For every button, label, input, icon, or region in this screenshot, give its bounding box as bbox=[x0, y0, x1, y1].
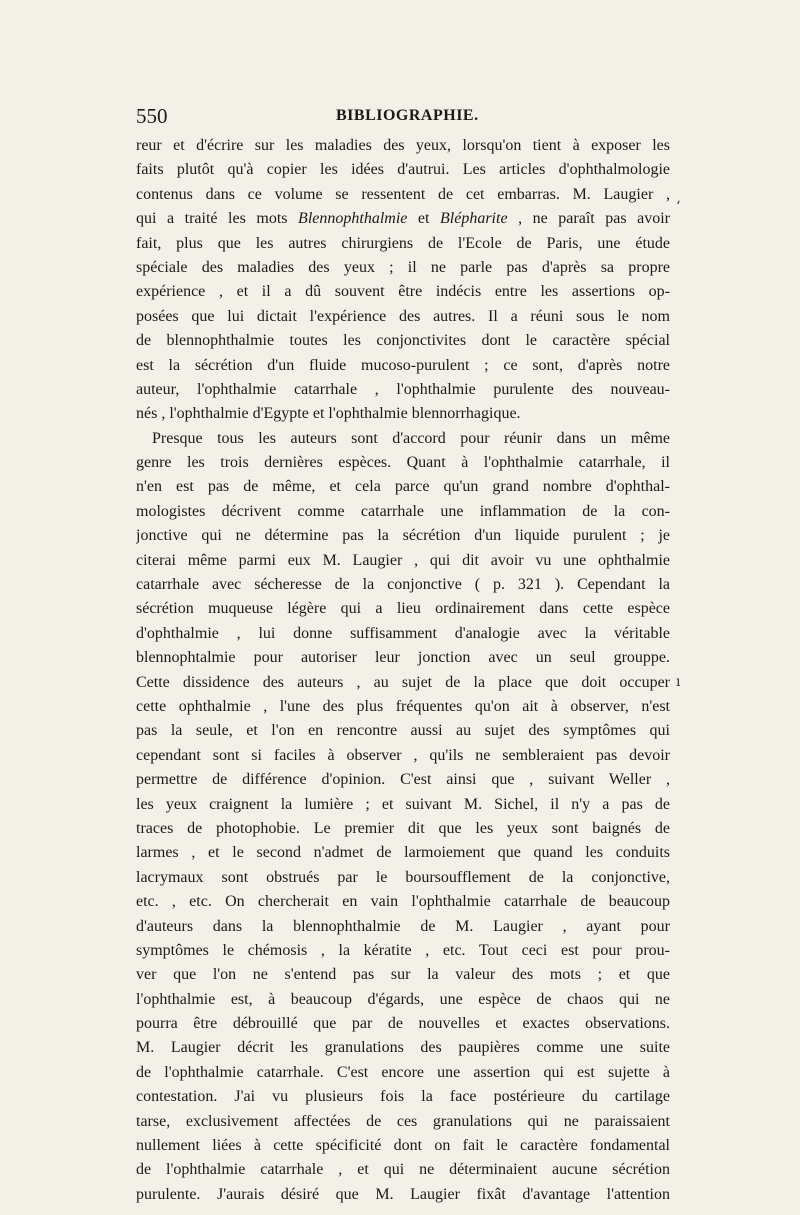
text-line: contestation. J'ai vu plusieurs fois la face postérieure du cartilage bbox=[136, 1088, 670, 1106]
text-line: Cette dissidence des auteurs , au sujet de la place que doit occuper bbox=[136, 673, 670, 691]
text-line: n'en est pas de même, et cela parce qu'un grand nombre d'ophthal- bbox=[136, 478, 670, 496]
text-line: pourra être débrouillé que par de nouvelles et exactes observations. bbox=[136, 1015, 670, 1033]
page-header bbox=[136, 101, 670, 131]
text-line: cette ophthalmie , l'une des plus fréquentes qu'on ait à observer, n'est bbox=[136, 697, 670, 715]
text-line: tarse, exclusivement affectées de ces granulations qui ne paraissaient bbox=[136, 1112, 670, 1130]
text-line: mologistes décrivent comme catarrhale une inflammation de la con- bbox=[136, 502, 670, 520]
text-line: nullement liées à cette spécificité dont on fait le caractère fondamental bbox=[136, 1137, 670, 1155]
text-line: d'ophthalmie , lui donne suffisamment d'analogie avec la véritable bbox=[136, 624, 670, 642]
text-line: de blennophthalmie toutes les conjonctivites dont le caractère spécial bbox=[136, 332, 670, 350]
text-line: l'ophthalmie est, à beaucoup d'égards, une espèce de chaos qui ne bbox=[136, 990, 670, 1008]
text-line: de l'ophthalmie catarrhale. C'est encore une assertion qui est sujette à bbox=[136, 1063, 670, 1081]
text-line: symptômes le chémosis , la kératite , etc. Tout ceci est pour prou- bbox=[136, 941, 670, 959]
text-line: contenus dans ce volume se ressentent de cet embarras. M. Laugier , bbox=[136, 185, 670, 203]
text-line: cependant sont si faciles à observer , qu'ils ne sembleraient pas devoir bbox=[136, 746, 670, 764]
text-line: auteur, l'ophthalmie catarrhale , l'ophthalmie purulente des nouveau- bbox=[136, 380, 670, 398]
italic-term: Blépharite bbox=[440, 210, 508, 228]
text-line: catarrhale avec sécheresse de la conjonctive ( p. 321 ). Cependant la bbox=[136, 576, 670, 594]
text-line: sécrétion muqueuse légère qui a lieu ordinairement dans cette espèce bbox=[136, 600, 670, 618]
text-line: posées que lui dictait l'expérience des autres. Il a réuni sous le nom bbox=[136, 307, 670, 325]
body-text bbox=[136, 134, 670, 1207]
text-line: larmes , et le second n'admet de larmoiement que quand les conduits bbox=[136, 844, 670, 862]
text-line: qui a traité les mots Blennophthalmie et Blépharite , ne paraît pas avoir bbox=[136, 210, 670, 228]
text-line: blennophtalmie pour autoriser leur jonction avec un seul grouppe. bbox=[136, 649, 670, 667]
text-line: Presque tous les auteurs sont d'accord pour réunir dans un même bbox=[152, 429, 670, 447]
text-line: expérience , et il a dû souvent être indécis entre les assertions op- bbox=[136, 283, 670, 301]
margin-mark: ‘ bbox=[676, 199, 681, 215]
text-line: de l'ophthalmie catarrhale , et qui ne déterminaient aucune sécrétion bbox=[136, 1161, 670, 1179]
text-line: les yeux craignent la lumière ; et suivant M. Sichel, il n'y a pas de bbox=[136, 795, 670, 813]
text-line: genre les trois dernières espèces. Quant à l'ophthalmie catarrhale, il bbox=[136, 454, 670, 472]
page-number: 550 bbox=[136, 104, 168, 128]
text-line: etc. , etc. On chercherait en vain l'ophthalmie catarrhale de beaucoup bbox=[136, 893, 670, 911]
text-line: purulente. J'aurais désiré que M. Laugier fixât d'avantage l'attention bbox=[136, 1185, 670, 1203]
running-head: BIBLIOGRAPHIE. bbox=[336, 107, 479, 124]
text-line: nés , l'ophthalmie d'Egypte et l'ophthalmie blennorrhagique. bbox=[136, 405, 521, 423]
text-line: ver que l'on ne s'entend pas sur la valeur des mots ; et que bbox=[136, 966, 670, 984]
text-line: permettre de différence d'opinion. C'est ainsi que , suivant Weller , bbox=[136, 771, 670, 789]
text-line: lacrymaux sont obstrués par le boursoufflement de la conjonctive, bbox=[136, 868, 670, 886]
text-line: est la sécrétion d'un fluide mucoso-purulent ; ce sont, d'après notre bbox=[136, 356, 670, 374]
text-line: spéciale des maladies des yeux ; il ne parle pas d'après sa propre bbox=[136, 258, 670, 276]
text-line: fait, plus que les autres chirurgiens de l'Ecole de Paris, une étude bbox=[136, 234, 670, 252]
text-line: M. Laugier décrit les granulations des paupières comme une suite bbox=[136, 1039, 670, 1057]
text-line: citerai même parmi eux M. Laugier , qui dit avoir vu une ophthalmie bbox=[136, 551, 670, 569]
text-line: reur et d'écrire sur les maladies des yeux, lorsqu'on tient à exposer les bbox=[136, 137, 670, 154]
text-line: traces de photophobie. Le premier dit que les yeux sont baignés de bbox=[136, 819, 670, 837]
margin-mark: ı bbox=[676, 674, 681, 690]
italic-term: Blennophthalmie bbox=[298, 210, 408, 228]
text-line: faits plutôt qu'à copier les idées d'autrui. Les articles d'ophthalmologie bbox=[136, 161, 670, 179]
text-line: d'auteurs dans la blennophthalmie de M. Laugier , ayant pour bbox=[136, 917, 670, 935]
text-line: pas la seule, et l'on en rencontre aussi au sujet des symptômes qui bbox=[136, 722, 670, 740]
text-line: jonctive qui ne détermine pas la sécrétion d'un liquide purulent ; je bbox=[136, 527, 670, 545]
